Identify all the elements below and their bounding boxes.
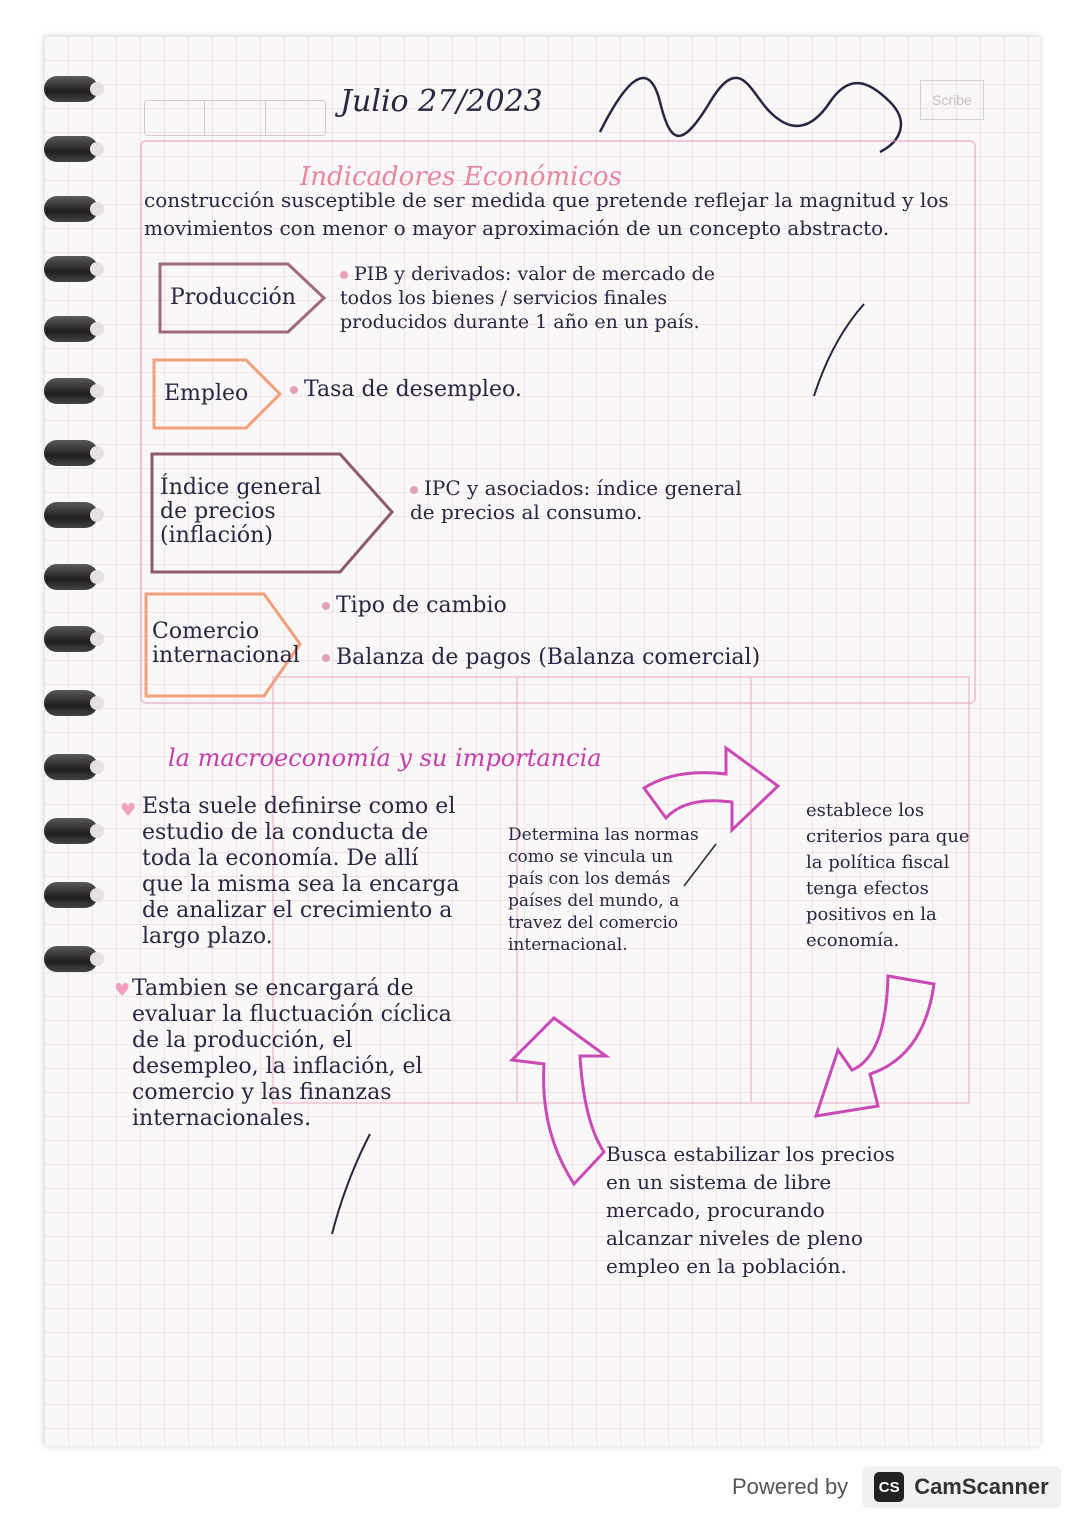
spiral-ring — [44, 564, 98, 590]
date: Julio 27/2023 — [340, 84, 543, 119]
tag-label: Comercio internacional — [152, 619, 300, 668]
bullet-icon — [410, 486, 418, 494]
spiral-ring — [44, 76, 98, 102]
indicators-definition: construcción susceptible de ser medida que pretende reflejar la magnitud y los movimientos con menor o mayor aproximación de un concepto abstracto. — [144, 188, 949, 240]
spiral-ring — [44, 882, 98, 908]
spiral-ring — [44, 502, 98, 528]
arrow-right-icon — [636, 738, 786, 838]
note-bottom: Busca estabilizar los precios en un sistema de libre mercado, procurando alcanzar niveles de pleno empleo en la población. — [606, 1142, 895, 1278]
spiral-ring — [44, 136, 98, 162]
spiral-ring — [44, 256, 98, 282]
pen-stroke — [808, 300, 868, 400]
tag-label: Producción — [170, 285, 296, 310]
tag-empleo — [152, 358, 284, 430]
bullet-icon — [322, 654, 330, 662]
tag-label: Empleo — [164, 381, 249, 406]
comercio-description-1: Tipo de cambio — [322, 594, 507, 618]
camscanner-footer — [732, 1466, 1061, 1508]
tag-indice-precios — [150, 452, 396, 574]
heart-icon: ♥ — [120, 800, 137, 821]
brand-stamp: Scribe — [920, 80, 984, 120]
macro-title: la macroeconomía y su importancia — [168, 744, 602, 772]
pen-stroke — [326, 1130, 376, 1240]
note-right: establece los criterios para que la política fiscal tenga efectos positivos en la economía. — [806, 800, 970, 951]
spiral-ring — [44, 818, 98, 844]
heart-icon: ♥ — [114, 980, 131, 1001]
empleo-description: Tasa de desempleo. — [290, 378, 590, 402]
arrow-up-icon — [504, 1012, 614, 1192]
tag-label: Índice general de precios (inflación) — [160, 475, 322, 548]
arrow-down-icon — [808, 966, 938, 1126]
camscanner-badge — [862, 1466, 1061, 1508]
indicators-title: Indicadores Económicos — [300, 162, 622, 192]
camscanner-icon: CS — [874, 1472, 904, 1502]
indice-precios-description: IPC y asociados: índice general de precios al consumo. — [410, 476, 742, 524]
pen-stroke — [680, 840, 720, 890]
spiral-ring — [44, 690, 98, 716]
bullet-icon — [290, 386, 298, 394]
spiral-ring — [44, 946, 98, 972]
produccion-description: PIB y derivados: valor de mercado de todos los bienes / servicios finales producidos durante 1 año en un país. — [340, 263, 715, 333]
spiral-ring — [44, 196, 98, 222]
powered-by-label: Powered by — [732, 1474, 849, 1499]
spiral-ring — [44, 378, 98, 404]
bullet-icon — [322, 602, 330, 610]
bullet-icon — [340, 271, 348, 279]
spiral-ring — [44, 440, 98, 466]
tag-produccion — [158, 262, 328, 334]
macro-paragraph-2: Tambien se encargará de evaluar la fluctuación cíclica de la producción, el desempleo, la inflación, el comercio y las finanzas internacionales. — [132, 976, 452, 1131]
header-boxes — [144, 100, 326, 136]
spiral-ring — [44, 316, 98, 342]
spiral-ring — [44, 626, 98, 652]
macro-paragraph-1: Esta suele definirse como el estudio de la conducta de toda la economía. De allí que la misma sea la encarga de analizar el crecimiento a largo plazo. — [142, 794, 460, 949]
spiral-ring — [44, 754, 98, 780]
note-center: Determina las normas como se vincula un país con los demás países del mundo, a travez del comercio internacional. — [508, 825, 699, 955]
comercio-description-2: Balanza de pagos (Balanza comercial) — [322, 646, 760, 670]
camscanner-name: CamScanner — [914, 1474, 1049, 1499]
